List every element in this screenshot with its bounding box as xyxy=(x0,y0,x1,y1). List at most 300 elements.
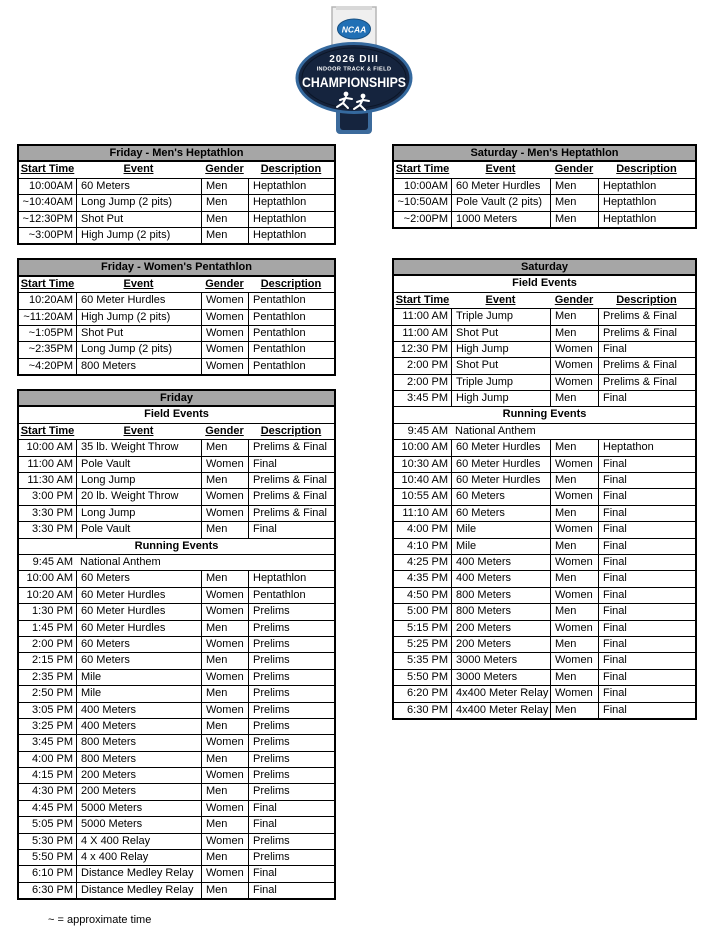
column-header-gender-cell: Gender xyxy=(205,424,244,437)
schedule-row xyxy=(19,179,334,195)
schedule-row xyxy=(19,440,334,456)
description-cell: Final xyxy=(598,571,695,586)
start-time-cell: 3:05 PM xyxy=(32,703,73,716)
gender-cell: Women xyxy=(201,293,248,308)
description-cell: Final xyxy=(598,686,695,701)
start-time-cell: 5:35 PM xyxy=(407,654,448,667)
gender-cell: Women xyxy=(201,604,248,619)
description-cell: Prelims xyxy=(248,735,334,750)
event-cell: Pole Vault xyxy=(76,522,201,537)
schedule-row xyxy=(19,310,334,326)
schedule-row xyxy=(394,309,695,325)
section-subheader: Running Events xyxy=(19,539,334,555)
start-time-cell: 10:00AM xyxy=(28,179,73,192)
schedule-row xyxy=(394,506,695,522)
column-header-description-cell: Description xyxy=(260,424,322,437)
event-cell: 20 lb. Weight Throw xyxy=(76,489,201,504)
gender-cell: Men xyxy=(550,506,598,521)
schedule-row xyxy=(394,588,695,604)
schedule-row xyxy=(394,179,695,195)
start-time-cell: 6:20 PM xyxy=(407,687,448,700)
table-title: Friday - Women's Pentathlon xyxy=(19,260,334,276)
event-cell: 60 Meter Hurdles xyxy=(451,473,550,488)
gender-cell: Men xyxy=(550,703,598,718)
start-time-cell: 10:00 AM xyxy=(26,441,73,454)
description-cell: Final xyxy=(248,866,334,881)
start-time-cell: 2:00 PM xyxy=(407,375,448,388)
anthem-row xyxy=(394,424,695,440)
schedule-row xyxy=(19,212,334,228)
event-cell: Mile xyxy=(451,539,550,554)
schedule-row xyxy=(19,571,334,587)
schedule-row xyxy=(394,440,695,456)
event-cell: 60 Meter Hurdles xyxy=(76,588,201,603)
description-cell: Final xyxy=(598,473,695,488)
start-time-cell: 10:00 AM xyxy=(26,572,73,585)
gender-cell: Women xyxy=(550,555,598,570)
gender-cell: Women xyxy=(550,522,598,537)
description-cell: Final xyxy=(598,703,695,718)
description-cell: Prelims xyxy=(248,768,334,783)
description-cell: Prelims xyxy=(248,686,334,701)
description-cell: Final xyxy=(598,555,695,570)
event-cell: Long Jump xyxy=(76,506,201,521)
schedule-row xyxy=(19,703,334,719)
schedule-row xyxy=(19,637,334,653)
description-cell: Prelims xyxy=(248,604,334,619)
gender-cell: Women xyxy=(201,703,248,718)
description-cell: Final xyxy=(598,604,695,619)
gender-cell: Men xyxy=(201,784,248,799)
logo-championships-line: CHAMPIONSHIPS xyxy=(302,75,406,90)
schedule-row xyxy=(19,670,334,686)
description-cell: Prelims & Final xyxy=(598,375,695,390)
column-header-start-time-cell: Start Time xyxy=(395,163,450,176)
column-header-gender-cell: Gender xyxy=(554,293,594,306)
gender-cell: Men xyxy=(201,752,248,767)
event-cell: Long Jump (2 pits) xyxy=(76,195,201,210)
schedule-row xyxy=(19,883,334,898)
event-cell: 800 Meters xyxy=(76,735,201,750)
description-cell: Final xyxy=(598,637,695,652)
gender-cell: Women xyxy=(550,588,598,603)
event-cell: 4 x 400 Relay xyxy=(76,850,201,865)
schedule-row xyxy=(19,719,334,735)
championships-logo xyxy=(295,6,413,138)
start-time-cell: 11:30 AM xyxy=(27,474,73,487)
event-cell: Distance Medley Relay xyxy=(76,883,201,898)
description-cell: Prelims xyxy=(248,621,334,636)
event-cell: 800 Meters xyxy=(76,752,201,767)
event-cell: 3000 Meters xyxy=(451,670,550,685)
description-cell: Pentathlon xyxy=(248,588,334,603)
gender-cell: Women xyxy=(201,342,248,357)
schedule-row xyxy=(394,604,695,620)
event-cell: Mile xyxy=(451,522,550,537)
start-time-cell: 1:45 PM xyxy=(32,621,73,634)
event-cell: 60 Meter Hurdles xyxy=(76,293,201,308)
description-cell: Heptathlon xyxy=(248,212,334,227)
gender-cell: Women xyxy=(550,375,598,390)
start-time-cell: 3:30 PM xyxy=(32,506,73,519)
gender-cell: Men xyxy=(201,473,248,488)
event-cell: 1000 Meters xyxy=(451,212,550,227)
schedule-row xyxy=(394,473,695,489)
gender-cell: Women xyxy=(201,359,248,374)
description-cell: Pentathlon xyxy=(248,293,334,308)
start-time-cell: ~1:05PM xyxy=(28,326,73,339)
column-header-row xyxy=(19,162,334,178)
schedule-row xyxy=(394,391,695,407)
start-time-cell: 2:00 PM xyxy=(32,637,73,650)
schedule-row xyxy=(19,801,334,817)
schedule-row xyxy=(394,539,695,555)
trophy-top xyxy=(336,6,372,10)
gender-cell: Men xyxy=(201,212,248,227)
ncaa-wordmark: NCAA xyxy=(341,24,367,35)
start-time-cell: 12:30 PM xyxy=(400,342,448,355)
column-header-event-cell: Event xyxy=(485,163,516,176)
friday-womens-pentathlon-table xyxy=(17,258,336,376)
event-cell: Shot Put xyxy=(451,358,550,373)
start-time-cell: ~10:50AM xyxy=(397,196,448,209)
description-cell: Final xyxy=(598,457,695,472)
schedule-row xyxy=(394,522,695,538)
table-title: Friday xyxy=(19,391,334,407)
description-cell: Heptathlon xyxy=(598,195,695,210)
schedule-row xyxy=(19,653,334,669)
schedule-row xyxy=(19,834,334,850)
event-cell: 60 Meters xyxy=(451,489,550,504)
event-cell: 4 X 400 Relay xyxy=(76,834,201,849)
description-cell: Prelims & Final xyxy=(248,506,334,521)
event-cell: 35 lb. Weight Throw xyxy=(76,440,201,455)
schedule-row xyxy=(394,555,695,571)
gender-cell: Men xyxy=(550,604,598,619)
event-cell: Long Jump (2 pits) xyxy=(76,342,201,357)
start-time-cell: 10:00 AM xyxy=(401,441,448,454)
gender-cell: Men xyxy=(550,391,598,406)
schedule-row xyxy=(394,703,695,718)
start-time-cell: 3:30 PM xyxy=(32,523,73,536)
description-cell: Prelims xyxy=(248,653,334,668)
gender-cell: Men xyxy=(201,817,248,832)
start-time-cell: 5:50 PM xyxy=(407,670,448,683)
gender-cell: Women xyxy=(201,489,248,504)
description-cell: Prelims xyxy=(248,703,334,718)
description-cell: Final xyxy=(598,588,695,603)
anthem-row xyxy=(19,555,334,571)
column-header-gender-cell: Gender xyxy=(205,163,244,176)
gender-cell: Women xyxy=(201,866,248,881)
column-header-start-time-cell: Start Time xyxy=(20,163,75,176)
schedule-row xyxy=(394,670,695,686)
gender-cell: Women xyxy=(550,686,598,701)
description-cell: Prelims & Final xyxy=(598,326,695,341)
logo-year-line: 2026 DIII xyxy=(329,54,379,65)
description-cell: Pentathlon xyxy=(248,326,334,341)
schedule-row xyxy=(19,752,334,768)
description-cell: Final xyxy=(598,539,695,554)
start-time-cell: ~10:40AM xyxy=(22,196,73,209)
schedule-row xyxy=(394,342,695,358)
start-time-cell: 11:10 AM xyxy=(402,506,448,519)
event-cell: 5000 Meters xyxy=(76,801,201,816)
gender-cell: Women xyxy=(201,588,248,603)
schedule-row xyxy=(394,326,695,342)
event-cell: High Jump (2 pits) xyxy=(76,228,201,243)
description-cell: Prelims xyxy=(248,670,334,685)
section-subheader: Running Events xyxy=(394,407,695,423)
description-cell: Prelims & Final xyxy=(598,309,695,324)
event-cell: Triple Jump xyxy=(451,309,550,324)
start-time-cell: ~2:35PM xyxy=(28,343,73,356)
schedule-row xyxy=(19,866,334,882)
description-cell: Heptathlon xyxy=(248,571,334,586)
event-cell: 400 Meters xyxy=(451,571,550,586)
schedule-row xyxy=(19,228,334,243)
column-header-row xyxy=(19,277,334,293)
column-header-description-cell: Description xyxy=(260,277,322,290)
schedule-row xyxy=(19,195,334,211)
table-title: Friday - Men's Heptathlon xyxy=(19,146,334,162)
schedule-row xyxy=(19,293,334,309)
column-header-gender-cell: Gender xyxy=(205,277,244,290)
start-time-cell: 4:10 PM xyxy=(407,539,448,552)
start-time-cell: 5:50 PM xyxy=(32,851,73,864)
start-time-cell: 5:05 PM xyxy=(32,818,73,831)
gender-cell: Men xyxy=(201,883,248,898)
start-time-cell: ~11:20AM xyxy=(23,310,73,323)
column-header-gender-cell: Gender xyxy=(554,163,594,176)
schedule-row xyxy=(19,784,334,800)
gender-cell: Men xyxy=(201,440,248,455)
schedule-row xyxy=(394,621,695,637)
description-cell: Pentathlon xyxy=(248,342,334,357)
event-cell: 60 Meter Hurdles xyxy=(451,440,550,455)
schedule-row xyxy=(394,358,695,374)
event-cell: 60 Meters xyxy=(76,637,201,652)
column-header-start-time-cell: Start Time xyxy=(20,424,75,437)
description-cell: Prelims & Final xyxy=(248,489,334,504)
gender-cell: Women xyxy=(550,621,598,636)
gender-cell: Women xyxy=(201,310,248,325)
event-cell: Shot Put xyxy=(76,326,201,341)
description-cell: Final xyxy=(598,342,695,357)
column-header-event-cell: Event xyxy=(485,293,516,306)
description-cell: Pentathlon xyxy=(248,310,334,325)
column-header-event-cell: Event xyxy=(123,163,154,176)
schedule-row xyxy=(19,522,334,538)
gender-cell: Women xyxy=(201,801,248,816)
event-cell: 60 Meters xyxy=(76,653,201,668)
event-cell: 400 Meters xyxy=(451,555,550,570)
event-cell: 60 Meter Hurdles xyxy=(451,457,550,472)
event-cell: 200 Meters xyxy=(76,784,201,799)
gender-cell: Women xyxy=(550,342,598,357)
description-cell: Final xyxy=(598,670,695,685)
gender-cell: Men xyxy=(550,539,598,554)
event-cell: 60 Meter Hurdles xyxy=(76,621,201,636)
schedule-row xyxy=(19,621,334,637)
right-schedule-column xyxy=(392,144,697,733)
event-cell: Triple Jump xyxy=(451,375,550,390)
event-cell: 200 Meters xyxy=(76,768,201,783)
description-cell: Final xyxy=(248,457,334,472)
start-time-cell: 2:35 PM xyxy=(32,670,73,683)
description-cell: Final xyxy=(598,391,695,406)
schedule-row xyxy=(394,653,695,669)
start-time-cell: 4:35 PM xyxy=(407,572,448,585)
event-cell: Pole Vault (2 pits) xyxy=(451,195,550,210)
description-cell: Prelims xyxy=(248,850,334,865)
event-cell: Mile xyxy=(76,686,201,701)
section-subheader: Field Events xyxy=(19,407,334,423)
gender-cell: Men xyxy=(550,212,598,227)
start-time-cell: 10:00AM xyxy=(403,179,448,192)
gender-cell: Men xyxy=(201,228,248,243)
start-time-cell: 3:00 PM xyxy=(32,490,73,503)
column-header-event-cell: Event xyxy=(123,277,154,290)
event-cell: National Anthem xyxy=(455,424,536,437)
schedule-row xyxy=(394,195,695,211)
start-time-cell: 1:30 PM xyxy=(32,605,73,618)
saturday-full-schedule-table xyxy=(392,258,697,720)
start-time-cell: 4:30 PM xyxy=(32,785,73,798)
event-cell: 200 Meters xyxy=(451,621,550,636)
schedule-row xyxy=(394,571,695,587)
gender-cell: Men xyxy=(550,195,598,210)
start-time-cell: 4:25 PM xyxy=(407,555,448,568)
description-cell: Final xyxy=(598,489,695,504)
friday-full-schedule-table xyxy=(17,389,336,900)
event-cell: Shot Put xyxy=(451,326,550,341)
schedule-row xyxy=(19,457,334,473)
event-cell: 3000 Meters xyxy=(451,653,550,668)
gender-cell: Women xyxy=(201,326,248,341)
gender-cell: Women xyxy=(201,670,248,685)
schedule-row xyxy=(394,489,695,505)
description-cell: Final xyxy=(598,621,695,636)
table-title: Saturday xyxy=(394,260,695,276)
start-time-cell: 10:30 AM xyxy=(401,457,448,470)
start-time-cell: 3:45 PM xyxy=(32,736,73,749)
start-time-cell: 2:15 PM xyxy=(32,654,73,667)
schedule-row xyxy=(19,588,334,604)
schedule-row xyxy=(394,375,695,391)
event-cell: High Jump (2 pits) xyxy=(76,310,201,325)
schedule-row xyxy=(19,686,334,702)
schedule-row xyxy=(19,359,334,374)
description-cell: Heptathlon xyxy=(248,195,334,210)
event-cell: 5000 Meters xyxy=(76,817,201,832)
description-cell: Final xyxy=(598,653,695,668)
start-time-cell: 4:00 PM xyxy=(407,523,448,536)
start-time-cell: 11:00 AM xyxy=(402,310,448,323)
column-header-description-cell: Description xyxy=(616,163,677,176)
start-time-cell: ~3:00PM xyxy=(28,228,73,241)
gender-cell: Men xyxy=(201,522,248,537)
description-cell: Final xyxy=(248,883,334,898)
start-time-cell: ~4:20PM xyxy=(28,359,73,372)
gender-cell: Men xyxy=(201,179,248,194)
event-cell: 60 Meters xyxy=(451,506,550,521)
schedule-row xyxy=(19,506,334,522)
start-time-cell: 10:55 AM xyxy=(401,490,448,503)
column-header-row xyxy=(394,293,695,309)
gender-cell: Men xyxy=(201,621,248,636)
description-cell: Heptathon xyxy=(598,440,695,455)
description-cell: Prelims & Final xyxy=(598,358,695,373)
start-time-cell: 5:25 PM xyxy=(407,637,448,650)
description-cell: Prelims & Final xyxy=(248,473,334,488)
description-cell: Final xyxy=(598,506,695,521)
gender-cell: Men xyxy=(201,686,248,701)
gender-cell: Women xyxy=(201,637,248,652)
column-header-description-cell: Description xyxy=(616,293,677,306)
event-cell: 60 Meter Hurdles xyxy=(451,179,550,194)
description-cell: Prelims xyxy=(248,752,334,767)
gender-cell: Women xyxy=(201,735,248,750)
logo-sport-line: INDOOR TRACK & FIELD xyxy=(316,66,392,73)
schedule-row xyxy=(19,473,334,489)
column-header-start-time-cell: Start Time xyxy=(395,293,450,306)
gender-cell: Men xyxy=(550,326,598,341)
start-time-cell: 2:00 PM xyxy=(407,359,448,372)
table-title: Saturday - Men's Heptathlon xyxy=(394,146,695,162)
schedule-row xyxy=(19,326,334,342)
event-cell: 800 Meters xyxy=(76,359,201,374)
gender-cell: Women xyxy=(201,834,248,849)
saturday-mens-heptathlon-table xyxy=(392,144,697,229)
start-time-cell: 4:45 PM xyxy=(32,801,73,814)
event-cell: Pole Vault xyxy=(76,457,201,472)
column-header-row xyxy=(394,162,695,178)
start-time-cell: 9:45 AM xyxy=(407,424,448,437)
gender-cell: Men xyxy=(550,670,598,685)
championships-logo-graphic xyxy=(295,6,413,138)
event-cell: 4x400 Meter Relay xyxy=(451,686,550,701)
gender-cell: Men xyxy=(201,719,248,734)
event-cell: 400 Meters xyxy=(76,703,201,718)
gender-cell: Women xyxy=(201,457,248,472)
start-time-cell: 4:00 PM xyxy=(32,752,73,765)
schedule-row xyxy=(19,768,334,784)
gender-cell: Women xyxy=(550,489,598,504)
event-cell: 60 Meters xyxy=(76,179,201,194)
section-subheader: Field Events xyxy=(394,276,695,292)
schedule-row xyxy=(19,817,334,833)
event-cell: Long Jump xyxy=(76,473,201,488)
event-cell: 200 Meters xyxy=(451,637,550,652)
start-time-cell: 5:00 PM xyxy=(407,605,448,618)
schedule-row xyxy=(19,850,334,866)
event-cell: 4x400 Meter Relay xyxy=(451,703,550,718)
gender-cell: Women xyxy=(550,457,598,472)
event-cell: Shot Put xyxy=(76,212,201,227)
column-header-row xyxy=(19,424,334,440)
start-time-cell: ~12:30PM xyxy=(22,212,73,225)
start-time-cell: 2:50 PM xyxy=(32,687,73,700)
start-time-cell: 6:30 PM xyxy=(407,703,448,716)
event-cell: High Jump xyxy=(451,342,550,357)
start-time-cell: 10:40 AM xyxy=(401,474,448,487)
schedule-row xyxy=(19,604,334,620)
description-cell: Pentathlon xyxy=(248,359,334,374)
start-time-cell: 11:00 AM xyxy=(27,457,73,470)
event-cell: 60 Meters xyxy=(76,571,201,586)
event-cell: National Anthem xyxy=(80,555,161,568)
